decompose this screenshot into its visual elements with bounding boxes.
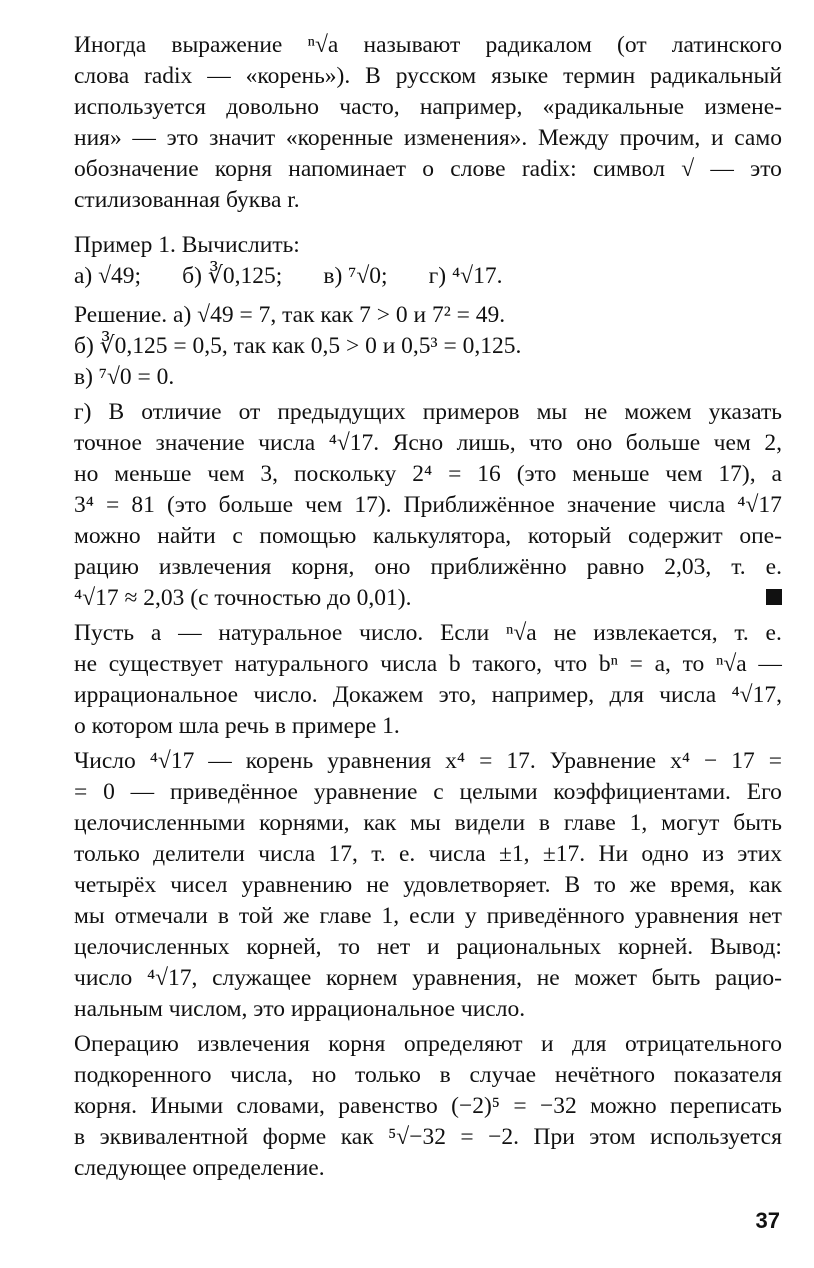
text-line: слова radix — «корень»). В русском языке термин радикальный — [74, 63, 782, 89]
text-line: обозначение корня напоминает о слове radix: символ √ — это — [74, 156, 782, 182]
text-line: только делители числа 17, т. е. числа ±1, ±17. Ни одно из этих — [74, 841, 782, 867]
text-line: нальным числом, это иррациональное число. — [74, 996, 526, 1022]
text-line: в) ⁷√0 = 0. — [74, 364, 175, 390]
text-line: б) ∛0,125 = 0,5, так как 0,5 > 0 и 0,5³ = 0,125. — [74, 333, 522, 359]
text-body — [74, 30, 782, 1184]
text-line: подкоренного числа, но только в случае нечётного показателя — [74, 1062, 782, 1088]
end-of-proof-square — [766, 589, 782, 605]
text-line: четырёх чисел уравнению не удовлетворяет. В то же время, как — [74, 872, 782, 898]
text-line: Решение. а) √49 = 7, так как 7 > 0 и 7² = 49. — [74, 302, 506, 328]
text-line: стилизованная буква r. — [74, 187, 300, 213]
text-line: но меньше чем 3, поскольку 2⁴ = 16 (это меньше чем 17), а — [74, 461, 782, 487]
text-line: рацию извлечения корня, оно приближённо равно 2,03, т. е. — [74, 554, 782, 580]
text-line: ⁴√17 ≈ 2,03 (с точностью до 0,01). — [74, 583, 782, 614]
text-line: точное значение числа ⁴√17. Ясно лишь, что оно больше чем 2, — [74, 430, 782, 456]
text-line: число ⁴√17, служащее корнем уравнения, не может быть рацио- — [74, 965, 782, 991]
text-line: мы отмечали в той же главе 1, если у приведённого уравнения нет — [74, 903, 782, 929]
text-line: Пусть a — натуральное число. Если ⁿ√a не извлекается, т. е. — [74, 620, 782, 646]
text-line: Число ⁴√17 — корень уравнения x⁴ = 17. Уравнение x⁴ − 17 = — [74, 748, 782, 774]
text-line: ния» — это значит «коренные изменения». Между прочим, и само — [74, 125, 782, 151]
text-line: о котором шла речь в примере 1. — [74, 713, 400, 739]
text-line: Операцию извлечения корня определяют и для отрицательного — [74, 1031, 782, 1057]
text-line: 3⁴ = 81 (это больше чем 17). Приближённое значение числа ⁴√17 — [74, 492, 782, 518]
page-number: 37 — [755, 1208, 780, 1233]
text-line: а) √49; б) ∛0,125; в) ⁷√0; г) ⁴√17. — [74, 263, 503, 289]
text-line: можно найти с помощью калькулятора, который содержит опе- — [74, 523, 782, 549]
text-line: Иногда выражение ⁿ√a называют радикалом (от латинского — [74, 32, 782, 58]
text-line: г) В отличие от предыдущих примеров мы не можем указать — [74, 399, 782, 425]
text-line: = 0 — приведённое уравнение с целыми коэффициентами. Его — [74, 779, 782, 805]
text-line: следующее определение. — [74, 1155, 325, 1181]
text-line: в эквивалентной форме как ⁵√−32 = −2. При этом используется — [74, 1124, 782, 1150]
text-line: целочисленных корней, то нет и рациональных корней. Вывод: — [74, 934, 782, 960]
text-line: иррациональное число. Докажем это, например, для числа ⁴√17, — [74, 682, 782, 708]
text-line: используется довольно часто, например, «радикальные измене- — [74, 94, 782, 120]
text-line: Пример 1. Вычислить: — [74, 232, 300, 258]
text-line: корня. Иными словами, равенство (−2)⁵ = −32 можно переписать — [74, 1093, 782, 1119]
text-line: не существует натурального числа b такого, что bⁿ = a, то ⁿ√a — — [74, 651, 782, 677]
text-line: целочисленными корнями, как мы видели в главе 1, могут быть — [74, 810, 782, 836]
